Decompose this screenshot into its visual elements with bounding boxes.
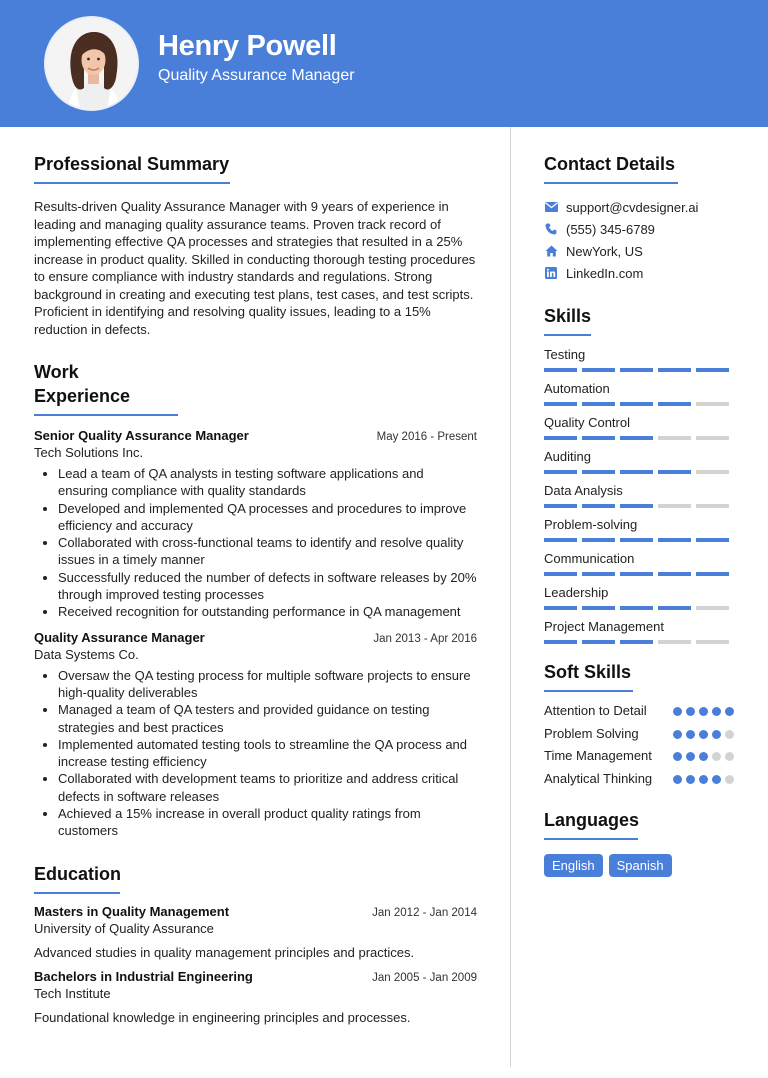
job-bullet: • Developed and implemented QA processes and procedures to improve efficiency and accuracy	[58, 500, 477, 535]
soft-skill-rating	[673, 752, 734, 761]
skill-level-segment	[582, 640, 615, 644]
skill-level-segment	[696, 538, 729, 542]
skill-level-segment	[696, 572, 729, 576]
soft-skill-row	[544, 725, 734, 744]
skill-name: Automation	[544, 381, 610, 396]
education-date: Jan 2012 - Jan 2014	[372, 906, 477, 919]
skills-section	[544, 304, 734, 644]
email-text[interactable]: support@cvdesigner.ai	[566, 199, 699, 215]
candidate-name: Henry Powell	[158, 30, 337, 62]
soft-skills-title: Soft Skills	[544, 660, 633, 692]
skill-level-segment	[620, 572, 653, 576]
soft-skill-rating	[673, 730, 734, 739]
skills-title: Skills	[544, 304, 591, 336]
skill-level-segment	[620, 606, 653, 610]
skill-level-bar	[544, 606, 734, 610]
linkedin-text[interactable]: LinkedIn.com	[566, 265, 644, 281]
rating-dot	[673, 707, 682, 716]
skill-level-segment	[696, 640, 729, 644]
skill-level-segment	[658, 436, 691, 440]
rating-dot	[686, 707, 695, 716]
column-divider	[510, 127, 511, 1067]
skill-level-segment	[658, 606, 691, 610]
skill-level-segment	[582, 470, 615, 474]
skill-name: Leadership	[544, 585, 609, 600]
rating-dot	[686, 730, 695, 739]
phone-icon	[544, 222, 558, 236]
education-description: Advanced studies in quality management principles and practices.	[34, 944, 415, 960]
home-icon	[544, 244, 558, 258]
skill-level-segment	[620, 436, 653, 440]
skill-level-segment	[658, 402, 691, 406]
skill-level-bar	[544, 436, 734, 440]
degree-title: Bachelors in Industrial Engineering	[34, 968, 253, 984]
job-date: May 2016 - Present	[376, 431, 477, 443]
rating-dot	[725, 730, 734, 739]
degree-title: Masters in Quality Management	[34, 903, 230, 919]
right-column	[544, 152, 734, 891]
rating-dot	[725, 752, 734, 761]
soft-skill-name: Time Management	[544, 748, 652, 763]
candidate-role: Quality Assurance Manager	[158, 67, 355, 84]
job-bullet: • Oversaw the QA testing process for multiple software projects to ensure high-quality deliverables	[58, 667, 477, 702]
education-entry	[34, 904, 477, 961]
job-title: Senior Quality Assurance Manager	[34, 428, 249, 443]
skill-name: Project Management	[544, 619, 664, 634]
skill-level-segment	[582, 538, 615, 542]
skill-level-segment	[658, 504, 691, 508]
skill-level-segment	[658, 538, 691, 542]
skill-name: Quality Control	[544, 415, 630, 430]
phone-text[interactable]: (555) 345-6789	[566, 221, 655, 237]
job-bullet: • Implemented automated testing tools to streamline the QA process and increase testing efficiency	[58, 736, 477, 771]
rating-dot	[699, 730, 708, 739]
job-bullet: • Achieved a 15% increase in overall product quality ratings from customers	[58, 805, 477, 840]
job-bullet: • Successfully reduced the number of defects in software releases by 20% through improved testing processes	[58, 569, 477, 604]
skill-name: Communication	[544, 551, 635, 566]
skill-level-bar	[544, 504, 734, 508]
skill-level-segment	[544, 572, 577, 576]
skill-level-segment	[620, 640, 653, 644]
summary-text: Results-driven Quality Assurance Manager with 9 years of experience in leading and managing quality assurance teams. Proven track record of implementing effective QA processes and strategies that resulted in a 25% increase in product quality. Skilled in conducting thorough testing procedures to ensure compliance with industry standards and regulations. Strong background in creating and executing test plans, test cases, and test scripts. Proficient in identifying and resolving quality issues, leading to a 15% reduction in defects.	[34, 199, 476, 337]
languages-title: Languages	[544, 808, 638, 840]
person-portrait-icon	[46, 18, 139, 111]
skill-level-segment	[620, 538, 653, 542]
rating-dot	[712, 730, 721, 739]
rating-dot	[699, 775, 708, 784]
rating-dot	[712, 775, 721, 784]
skill-name: Data Analysis	[544, 483, 623, 498]
rating-dot	[725, 775, 734, 784]
skill-level-bar	[544, 538, 734, 542]
languages-section	[544, 808, 734, 877]
skill-level-segment	[658, 368, 691, 372]
contact-title: Contact Details	[544, 152, 678, 184]
skill-level-segment	[582, 606, 615, 610]
education-entry	[34, 969, 477, 1026]
skill-level-bar	[544, 640, 734, 644]
envelope-icon	[544, 200, 558, 214]
contact-location	[544, 240, 734, 262]
education-description: Foundational knowledge in engineering principles and processes.	[34, 1009, 411, 1025]
skill-level-segment	[696, 504, 729, 508]
skill-level-bar	[544, 470, 734, 474]
skill-level-segment	[696, 606, 729, 610]
education-section	[34, 862, 477, 1026]
rating-dot	[686, 775, 695, 784]
contact-section	[544, 152, 734, 284]
contact-linkedin[interactable]	[544, 262, 734, 284]
skill-level-segment	[696, 470, 729, 474]
soft-skills-list	[544, 702, 734, 788]
rating-dot	[699, 707, 708, 716]
skill-level-segment	[544, 368, 577, 372]
rating-dot	[712, 752, 721, 761]
skill-level-segment	[620, 470, 653, 474]
experience-section	[34, 360, 477, 840]
soft-skills-section	[544, 660, 734, 788]
soft-skill-rating	[673, 707, 734, 716]
skill-level-bar	[544, 368, 734, 372]
profile-photo	[44, 16, 139, 111]
job-company: Tech Solutions Inc.	[34, 445, 144, 460]
language-tag: Spanish	[609, 854, 672, 877]
job-bullet: • Managed a team of QA testers and provided guidance on testing strategies and best practices	[58, 701, 477, 736]
linkedin-icon	[544, 266, 558, 280]
rating-dot	[673, 775, 682, 784]
soft-skill-row	[544, 702, 734, 721]
job-bullet: • Lead a team of QA analysts in testing software applications and ensuring compliance with quality standards	[58, 465, 477, 500]
skills-list	[544, 346, 734, 644]
skill-level-segment	[696, 368, 729, 372]
job-bullets	[58, 667, 477, 840]
skill-level-segment	[544, 470, 577, 474]
soft-skill-name: Attention to Detail	[544, 703, 647, 718]
soft-skill-rating	[673, 775, 734, 784]
job-date: Jan 2013 - Apr 2016	[373, 632, 477, 645]
skill-level-segment	[658, 572, 691, 576]
skill-level-segment	[620, 402, 653, 406]
job-bullet: • Received recognition for outstanding performance in QA management	[58, 603, 477, 620]
rating-dot	[712, 707, 721, 716]
languages-list	[544, 854, 734, 877]
job-entry	[34, 630, 477, 840]
skill-level-segment	[544, 436, 577, 440]
skill-level-segment	[544, 402, 577, 406]
school-name: Tech Institute	[34, 985, 111, 1001]
skill-level-segment	[696, 436, 729, 440]
soft-skill-row	[544, 770, 734, 789]
education-date: Jan 2005 - Jan 2009	[372, 971, 477, 984]
skill-level-bar	[544, 402, 734, 406]
school-name: University of Quality Assurance	[34, 920, 214, 936]
language-tag: English	[544, 854, 603, 877]
skill-level-segment	[582, 368, 615, 372]
skill-level-segment	[544, 504, 577, 508]
contact-email[interactable]	[544, 196, 734, 218]
skill-level-segment	[658, 640, 691, 644]
left-column	[34, 152, 477, 1040]
rating-dot	[725, 707, 734, 716]
job-title: Quality Assurance Manager	[34, 629, 205, 645]
job-bullet: • Collaborated with cross-functional teams to identify and resolve quality issues in a timely manner	[58, 534, 477, 569]
skill-level-segment	[658, 470, 691, 474]
soft-skill-row	[544, 747, 734, 766]
job-company: Data Systems Co.	[34, 646, 139, 662]
skill-level-segment	[696, 402, 729, 406]
resume-header	[0, 0, 768, 127]
soft-skill-name: Problem Solving	[544, 725, 639, 741]
experience-title: Work Experience	[34, 360, 178, 416]
skill-level-bar	[544, 572, 734, 576]
skill-level-segment	[582, 402, 615, 406]
skill-name: Testing	[544, 347, 586, 362]
skill-name: Problem-solving	[544, 517, 638, 532]
summary-title: Professional Summary	[34, 152, 230, 184]
skill-level-segment	[582, 572, 615, 576]
skill-level-segment	[544, 640, 577, 644]
rating-dot	[699, 752, 708, 761]
location-text: NewYork, US	[566, 243, 643, 259]
skill-name: Auditing	[544, 449, 591, 464]
soft-skill-name: Analytical Thinking	[544, 770, 653, 786]
skill-level-segment	[620, 368, 653, 372]
contact-phone[interactable]	[544, 218, 734, 240]
skill-level-segment	[582, 504, 615, 508]
rating-dot	[673, 752, 682, 761]
job-bullet: • Collaborated with development teams to prioritize and address critical defects in software releases	[58, 770, 477, 805]
skill-level-segment	[582, 436, 615, 440]
skill-level-segment	[620, 504, 653, 508]
rating-dot	[673, 730, 682, 739]
summary-section	[34, 152, 477, 338]
job-entry	[34, 428, 477, 621]
skill-level-segment	[544, 606, 577, 610]
job-bullets	[58, 465, 477, 621]
rating-dot	[686, 752, 695, 761]
skill-level-segment	[544, 538, 577, 542]
education-title: Education	[34, 862, 120, 894]
